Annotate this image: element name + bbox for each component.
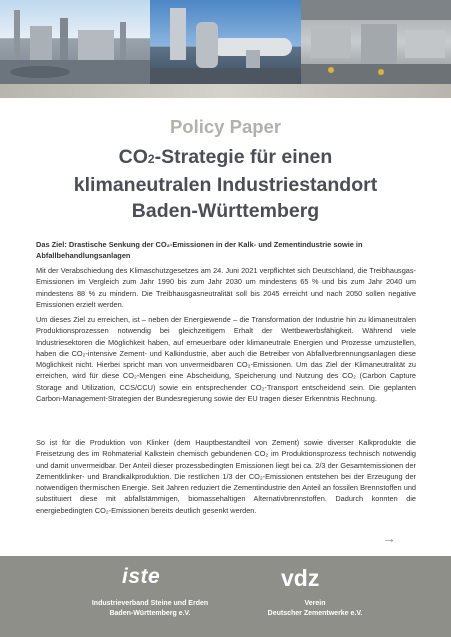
header-band [0,84,451,98]
vdz-logo: vdz [281,565,320,591]
paragraph-3: So ist für die Produktion von Klinker (dem Hauptbestandteil von Zement) sowie diverser Kalkprodukte die Freisetzung des im Rohmaterial Kalkstein chemisch gebundenen CO₂ im Produktionsprozess technisch notwendig und damit unvermeidbar. Der Anteil dieser prozessbedingten Emissionen liegt bei ca. 2/3 der Gesamtemissionen der Zementklinker- und Brandkalkproduktion. Die restlichen 1/3 der CO₂-Emissionen entstehen bei der Erzeugung der notwendigen thermischen Energie. Seit Jahren reduziert die Zementindustrie den Anteil an fossilen Brennstoffen und substituiert diese mit abfallstämmigen, biomassehaltigen Alternativbrennstoffen. Dadurch konnten die energiebedingten CO₂-Emissionen bereits deutlich gesenkt werden. [36,438,416,515]
header-photo-plant [0,0,150,84]
document-title [0,144,451,224]
goal-statement [36,239,416,261]
title-line-1: CO2-Strategie für einen [118,146,333,168]
footer [0,556,451,637]
header-photo-pipes [150,0,300,84]
paragraph-1: Mit der Verabschiedung des Klimaschutzgesetzes am 24. Juni 2021 verpflichtet sich Deutschland, die Treibhausgas-Emissionen im Vergleich zum Jahr 1990 bis zum Jahr 2030 um mindestens 65 % und bis zum Jahr 2040 um mindestens 88 % zu mindern. Die Treibhausgasneutralität soll bis 2045 erreicht und nach 2050 sollen negative Emissionen erzielt werden. [36,266,416,309]
header-photo-interior [301,0,451,84]
vdz-org-name: Verein Deutscher Zementwerke e.V. [267,600,363,617]
goal-lead: Das Ziel: [36,240,67,249]
title-line-2: klimaneutralen Industriestandort [73,174,378,196]
document-kicker: Policy Paper [169,116,282,137]
next-page-arrow-icon[interactable]: → [382,530,396,546]
paragraph-2: Um dieses Ziel zu erreichen, ist – neben der Energiewende – die Transformation der Industrie hin zu klimaneutralen Produktionsprozessen notwendig bei gleichzeitigem Erhalt der Wettbewerbsfähigkeit. Während viele Industriesektoren die Möglichkeit haben, auf erneuerbare oder klimaneutrale Energien und Prozesse umzustellen, haben die CO₂-intensive Zement- und Kalkindustrie, aber auch die Betreiber von Abfallverbrennungsanlagen diese Möglichkeit nicht. Hierbei spricht man von unvermeidbaren CO₂-Emissionen. Um das Ziel der Klimaneutralität zu erreichen, wird für diese CO₂-Mengen eine Abscheidung, Speicherung und Nutzung des CO₂ (Carbon Capture Storage and Utilization, CCS/CCU) sowie ein entsprechender CO₂-Transport entscheidend sein. Die geplanten Carbon-Management-Strategien der Bundesregierung sowie der EU tragen dieser Erkenntnis Rechnung. [36,315,416,404]
header-photo-strip [0,0,451,84]
iste-logo: iste [122,565,161,588]
goal-text: Drastische Senkung der CO₂-Emissionen in der Kalk- und Zementindustrie sowie in Abfallbehandlungsanlagen [36,240,363,260]
iste-org-name: Industrieverband Steine und Erden Baden-Württemberg e.V. [91,600,209,617]
title-line-3: Baden-Württemberg [131,200,320,222]
